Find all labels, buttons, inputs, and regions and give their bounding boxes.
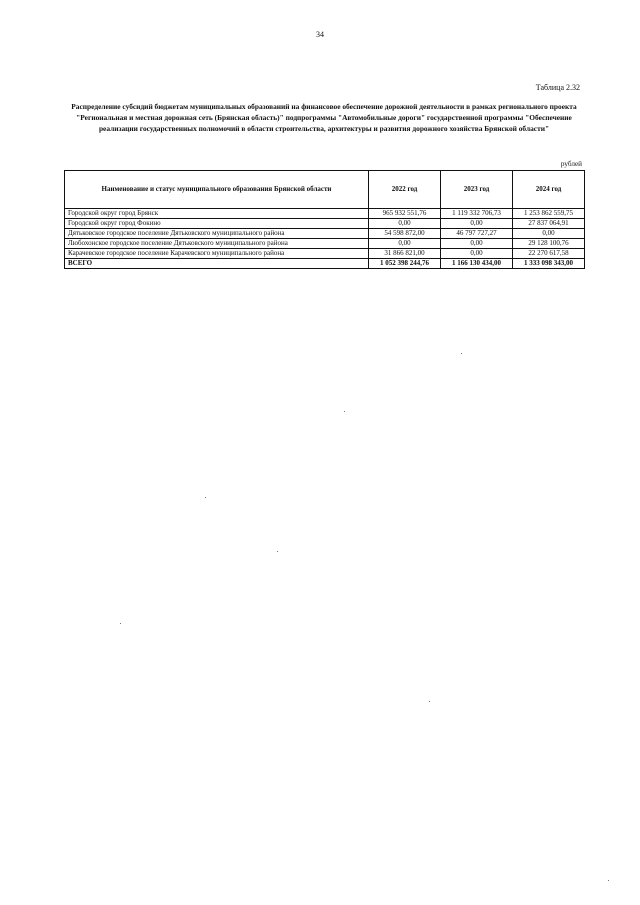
table-row xyxy=(65,239,585,249)
header-municipality: Наименование и статус муниципального образования Брянской области xyxy=(65,171,369,209)
total-label: ВСЕГО xyxy=(65,259,369,269)
table-reference: Таблица 2.32 xyxy=(535,83,580,92)
row-value-2023: 0,00 xyxy=(441,219,513,229)
row-value-2022: 0,00 xyxy=(369,219,441,229)
table-header-row xyxy=(65,171,585,209)
table-row xyxy=(65,249,585,259)
table-row xyxy=(65,219,585,229)
units-label: рублей xyxy=(560,160,582,168)
scan-speck xyxy=(277,551,278,552)
subsidies-table xyxy=(64,170,585,269)
total-2022: 1 052 398 244,76 xyxy=(369,259,441,269)
row-name: Любохонское городское поселение Дятьковского муниципального района xyxy=(65,239,369,249)
row-value-2023: 0,00 xyxy=(441,249,513,259)
row-value-2024: 29 128 100,76 xyxy=(513,239,585,249)
row-value-2023: 0,00 xyxy=(441,239,513,249)
scan-speck xyxy=(608,880,609,881)
scan-speck xyxy=(205,497,206,498)
table-row xyxy=(65,209,585,219)
row-value-2023: 46 797 727,27 xyxy=(441,229,513,239)
row-value-2023: 1 119 332 706,73 xyxy=(441,209,513,219)
document-title: Распределение субсидий бюджетам муниципальных образований на финансовое обеспечение дорожной деятельности в рамках регионального проекта "Региональная и местная дорожная сеть (Брянская область)" подпрограммы "Автомобильные дороги" государственной программы "Обеспечение реализации государственных полномочий в области строительства, архитектуры и развития дорожного хозяйства Брянской области" xyxy=(71,102,577,133)
header-2023: 2023 год xyxy=(441,171,513,209)
row-name: Городской округ город Фокино xyxy=(65,219,369,229)
header-2024: 2024 год xyxy=(513,171,585,209)
total-2023: 1 166 130 434,00 xyxy=(441,259,513,269)
row-value-2024: 0,00 xyxy=(513,229,585,239)
row-name: Дятьковское городское поселение Дятьковского муниципального района xyxy=(65,229,369,239)
row-value-2024: 27 837 064,91 xyxy=(513,219,585,229)
total-2024: 1 333 098 343,00 xyxy=(513,259,585,269)
row-name: Карачевское городское поселение Карачевского муниципального района xyxy=(65,249,369,259)
row-value-2022: 54 598 872,00 xyxy=(369,229,441,239)
scan-speck xyxy=(461,353,462,354)
scan-speck xyxy=(429,701,430,702)
row-value-2022: 0,00 xyxy=(369,239,441,249)
row-value-2024: 22 270 617,58 xyxy=(513,249,585,259)
row-value-2022: 31 866 821,00 xyxy=(369,249,441,259)
header-2022: 2022 год xyxy=(369,171,441,209)
scan-speck xyxy=(344,411,345,412)
scan-speck xyxy=(120,623,121,624)
page-number: 34 xyxy=(316,30,324,39)
total-row xyxy=(65,259,585,269)
row-value-2024: 1 253 862 559,75 xyxy=(513,209,585,219)
row-name: Городской округ город Брянск xyxy=(65,209,369,219)
row-value-2022: 965 932 551,76 xyxy=(369,209,441,219)
table-row xyxy=(65,229,585,239)
